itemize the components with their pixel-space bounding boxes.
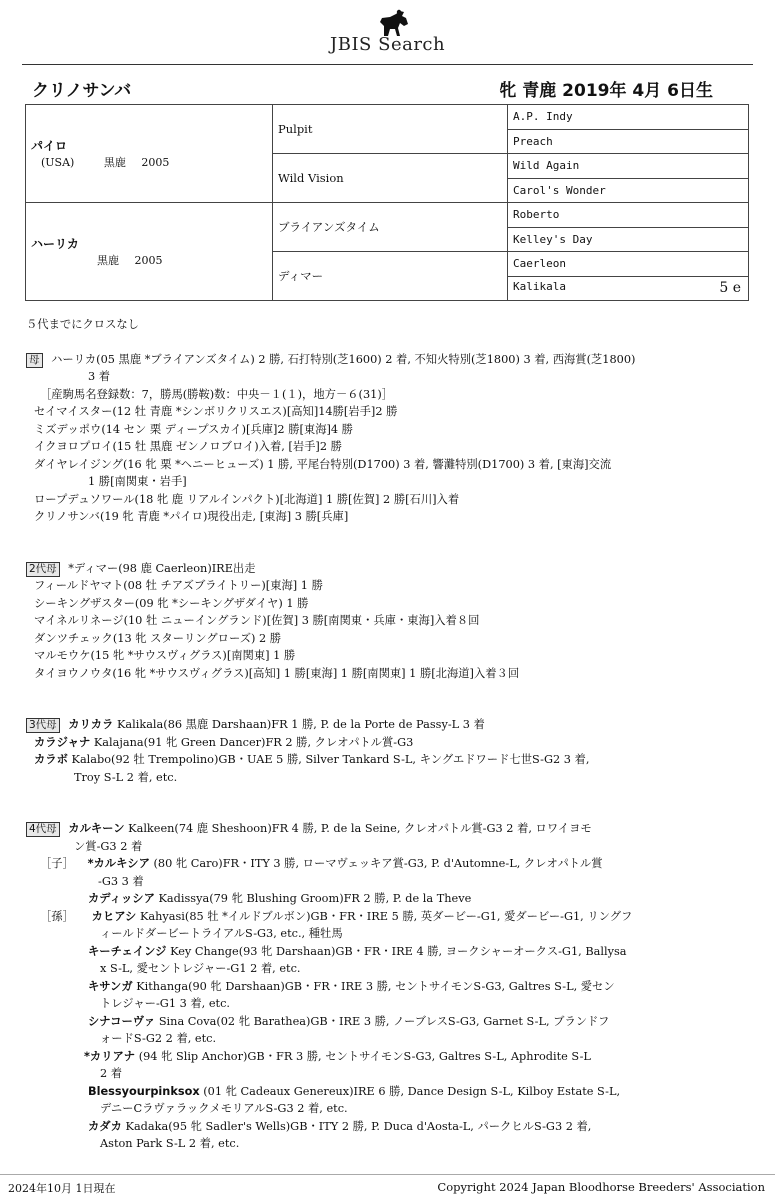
record-text: Kithanga(90 牝 Darshaan)GB・FR・IRE 3 勝, セントサイモンS-G3, Galtres S-L, 愛セン <box>136 979 615 993</box>
horse-header <box>32 76 713 104</box>
record-text: (80 牝 Caro)FR・ITY 3 勝, ローマヴェッキア賞-G3, P. d'Automne-L, クレオパトル賞 <box>153 857 603 870</box>
progeny-line <box>26 751 726 769</box>
dam2-record: *ディマー(98 鹿 Caerleon)IRE出走 <box>68 561 256 575</box>
record-text: Kadaka(95 牝 Sadler's Wells)GB・ITY 2 勝, P. Duca d'Aosta-L, パークヒルS-G3 2 着, <box>125 1119 592 1133</box>
pedigree-gen3[interactable]: Caerleon <box>508 252 749 277</box>
record-text: Kalikala(86 黒鹿 Darshaan)FR 1 勝, P. de la Porte de Passy-L 3 着 <box>116 718 485 731</box>
progeny-line-cont: 1 勝[南関東・岩手] <box>88 475 187 488</box>
sire-details <box>31 154 267 170</box>
record-cont: デニーCラヴァラックメモリアルS-G3 2 着, etc. <box>100 1102 348 1115</box>
progeny-line: ダイヤレイジング(16 牝 栗 *ヘニーヒューズ) 1 勝, 平尾台特別(D1700) 3 着, 響灘特別(D1700) 3 着, [東海]交流 <box>34 457 612 471</box>
pedigree-gen3[interactable]: A.P. Indy <box>508 105 749 130</box>
copyright: Copyright 2024 Japan Bloodhorse Breeders' Association <box>437 1180 765 1194</box>
pedigree-gen3[interactable]: Kelley's Day <box>508 227 749 252</box>
record-text: Kahyasi(85 牡 *イルドブルボン)GB・FR・IRE 5 勝, 英ダービー-G1, 愛ダービー-G1, リングフ <box>139 909 633 923</box>
horse-name-jp: キーチェインジ <box>88 944 167 958</box>
relation-label: ［孫］ <box>40 909 74 923</box>
progeny-line: シーキングザスター(09 牝 *シーキングザダイヤ) 1 勝 <box>34 596 309 610</box>
family-notes <box>26 316 726 1153</box>
dam-color: 黒鹿 <box>97 254 119 267</box>
record-cont: Aston Park S-L 2 着, etc. <box>100 1137 240 1150</box>
pedigree-gen2[interactable]: ブライアンズタイム <box>273 203 508 252</box>
record-cont: 2 着 <box>100 1067 123 1080</box>
progeny-line: イクヨロプロイ(15 牡 黒鹿 ゼンノロブロイ)入着, [岩手]2 勝 <box>34 440 342 453</box>
record-text: (01 牝 Cadeaux Genereux)IRE 6 勝, Dance Design S-L, Kilboy Estate S-L, <box>203 1084 621 1098</box>
progeny-line: ダンツチェック(13 牝 スターリングローズ) 2 勝 <box>34 631 282 645</box>
horse-name-jp: *カルキシア <box>87 857 150 870</box>
sire-color: 黒鹿 <box>103 156 126 169</box>
section-badge: 3代母 <box>26 718 60 733</box>
progeny-line: マイネルリネージ(10 牡 ニューイングランド)[佐賀] 3 勝[南関東・兵庫・東海]入着８回 <box>34 614 480 627</box>
progeny-line <box>26 890 726 908</box>
pedigree-gen3-last <box>508 276 749 301</box>
horse-name-jp: カラジャナ <box>34 735 91 749</box>
progeny-line <box>26 943 726 961</box>
logo-text: JBIS Search <box>330 34 446 55</box>
footer-rule <box>0 1174 775 1175</box>
section-badge: 母 <box>26 353 43 368</box>
pedigree-gen3[interactable]: Roberto <box>508 203 749 228</box>
progeny-summary: ［産駒馬名登録数：7，勝馬(勝鞍)数：中央－１(１)，地方－６(31)］ <box>40 387 394 401</box>
section-badge: 4代母 <box>26 822 60 837</box>
sire-origin: (USA) <box>41 156 75 169</box>
jbis-logo[interactable] <box>328 8 458 54</box>
progeny-line: クリノサンバ(19 牝 青鹿 *パイロ)現役出走, [東海] 3 勝[兵庫] <box>34 510 349 523</box>
horse-name-jp: キサンガ <box>88 979 133 993</box>
progeny-line <box>26 908 726 926</box>
progeny-line <box>26 1048 726 1066</box>
pedigree-gen2[interactable]: ディマー <box>273 252 508 301</box>
horse-name-jp: *カリアナ <box>84 1049 136 1063</box>
record-cont: Troy S-L 2 着, etc. <box>74 770 178 784</box>
progeny-line <box>26 1013 726 1031</box>
dam-cell <box>26 203 273 301</box>
record-text: Sina Cova(02 牝 Barathea)GB・IRE 3 勝, ノーブレスS-G3, Garnet S-L, ブランドフ <box>158 1014 610 1028</box>
pedigree-gen3[interactable]: Carol's Wonder <box>508 178 749 203</box>
sire-cell <box>26 105 273 203</box>
record-text: Key Change(93 牝 Darshaan)GB・FR・IRE 4 勝, ヨークシャーオークス-G1, Ballysa <box>170 944 627 958</box>
cross-note: ５代までにクロスなし <box>26 318 139 331</box>
horse-info: 牝 青鹿 2019年 4月 6日生 <box>499 81 713 101</box>
horse-name-jp: カダカ <box>88 1119 122 1133</box>
horse-name-jp: カルキーン <box>68 822 125 835</box>
dam2-section-line <box>26 560 726 578</box>
progeny-line <box>26 734 726 752</box>
pedigree-gen2[interactable]: Pulpit <box>273 105 508 154</box>
dam-record: ハーリカ(05 黒鹿 *ブライアンズタイム) 2 勝, 石打特別(芝1600) 2 着, 不知火特別(芝1800) 3 着, 西海賞(芝1800) <box>51 352 636 366</box>
dam-section-line <box>26 351 726 369</box>
record-cont: ン賞-G3 2 着 <box>74 839 143 853</box>
dam-details <box>31 252 267 268</box>
header-rule <box>22 64 753 65</box>
horse-name-en: Blessyourpinksox <box>88 1084 200 1098</box>
as-of-date: 2024年10月 1日現在 <box>8 1182 116 1195</box>
progeny-line: マルモウケ(15 牝 *サウスヴィグラス)[南関東] 1 勝 <box>34 649 296 662</box>
dam-record-cont: 3 着 <box>88 370 111 383</box>
progeny-line: フィールドヤマト(08 牡 チアズブライトリー)[東海] 1 勝 <box>34 579 323 592</box>
progeny-line <box>26 978 726 996</box>
record-cont: ィールドダービートライアルS-G3, etc., 種牡馬 <box>100 927 343 940</box>
horse-name-jp: カラボ <box>34 753 68 766</box>
record-text: Kalkeen(74 鹿 Sheshoon)FR 4 勝, P. de la Seine, クレオパトル賞-G3 2 着, ロワイヨモ <box>128 822 592 835</box>
pedigree-table <box>25 104 749 301</box>
pedigree-gen3[interactable]: Preach <box>508 129 749 154</box>
record-cont: トレジャー-G1 3 着, etc. <box>100 997 230 1010</box>
progeny-line: タイヨウノウタ(16 牝 *サウスヴィグラス)[高知] 1 勝[東海] 1 勝[南関東] 1 勝[北海道]入着３回 <box>34 666 520 680</box>
pedigree-gen3[interactable]: Wild Again <box>508 154 749 179</box>
sire-name[interactable]: パイロ <box>31 139 68 153</box>
record-cont: ォードS-G2 2 着, etc. <box>100 1032 217 1045</box>
sire-year: 2005 <box>141 156 170 169</box>
relation-label: ［子］ <box>40 857 74 870</box>
progeny-line <box>26 1118 726 1136</box>
horse-name-jp: シナコーヴァ <box>88 1014 156 1028</box>
pedigree-gen3[interactable]: Kalikala <box>513 280 566 294</box>
pedigree-gen2[interactable]: Wild Vision <box>273 154 508 203</box>
dam-year: 2005 <box>134 254 163 267</box>
dam-name[interactable]: ハーリカ <box>31 237 79 251</box>
record-cont: -G3 3 着 <box>98 874 144 888</box>
dam4-section-line <box>26 820 726 838</box>
record-cont: x S-L, 愛セントレジャー-G1 2 着, etc. <box>100 962 301 975</box>
record-text: (94 牝 Slip Anchor)GB・FR 3 勝, セントサイモンS-G3, Galtres S-L, Aphrodite S-L <box>138 1049 591 1063</box>
progeny-line: ロープデュソワール(18 牝 鹿 リアルインパクト)[北海道] 1 勝[佐賀] 2 勝[石川]入着 <box>34 492 460 506</box>
dam3-section-line <box>26 716 726 734</box>
cross-code: 5 e <box>719 280 741 297</box>
horse-name-jp: カヒアシ <box>91 909 137 923</box>
record-text: Kalajana(91 牝 Green Dancer)FR 2 勝, クレオパトル賞-G3 <box>93 735 414 749</box>
record-text: Kadissya(79 牝 Blushing Groom)FR 2 勝, P. de la Theve <box>158 892 472 905</box>
record-text: Kalabo(92 牡 Trempolino)GB・UAE 5 勝, Silver Tankard S-L, キングエドワード七世S-G2 3 着, <box>71 753 590 766</box>
progeny-line <box>26 855 726 873</box>
horse-name-jp: カリカラ <box>68 718 114 731</box>
progeny-line: ミズデッポウ(14 セン 栗 ディープスカイ)[兵庫]2 勝[東海]4 勝 <box>34 422 353 436</box>
progeny-line <box>26 1083 726 1101</box>
section-badge: 2代母 <box>26 562 60 577</box>
horse-name: クリノサンバ <box>32 81 132 101</box>
progeny-line: セイマイスター(12 牡 青鹿 *シンボリクリスエス)[高知]14勝[岩手]2 勝 <box>34 405 398 418</box>
horse-name-jp: カディッシア <box>88 892 155 905</box>
